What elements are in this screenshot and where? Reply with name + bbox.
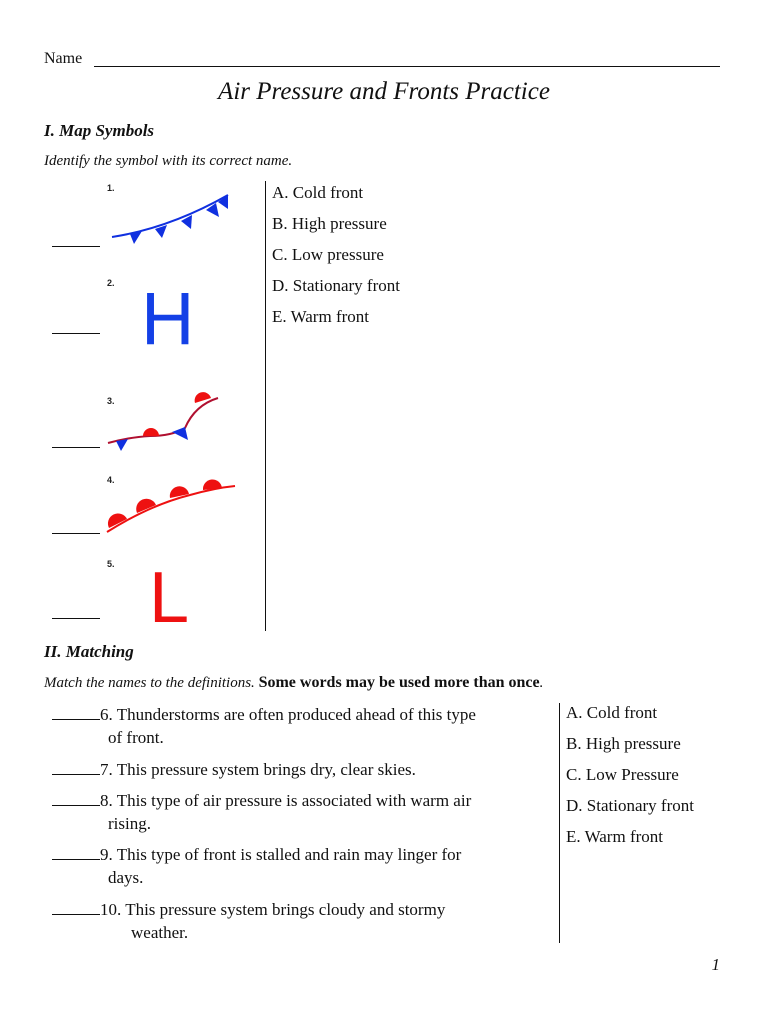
symbol-number-3: 3. bbox=[107, 396, 115, 406]
question-7-text: 7. This pressure system brings dry, clear skies. bbox=[100, 760, 416, 779]
question-9-continuation: days. bbox=[108, 868, 144, 887]
section-2-instruction bbox=[44, 674, 543, 692]
question-10-text: 10. This pressure system brings cloudy and stormy bbox=[100, 900, 446, 919]
question-9-text: 9. This type of front is stalled and rain may linger for bbox=[100, 845, 462, 864]
question-10-continuation: weather. bbox=[131, 923, 189, 942]
question-7 bbox=[52, 758, 552, 781]
match-option-d-stationary-front: D. Stationary front bbox=[566, 796, 694, 815]
question-8 bbox=[52, 789, 552, 835]
high-pressure-letter: H bbox=[141, 277, 195, 360]
question-8-blank[interactable] bbox=[52, 791, 100, 806]
match-option-a-cold-front: A. Cold front bbox=[566, 703, 658, 722]
question-6 bbox=[52, 703, 552, 749]
page-title: Air Pressure and Fronts Practice bbox=[218, 78, 550, 105]
section-2-instruction-text: Match the names to the definitions. bbox=[44, 675, 255, 691]
question-8-text: 8. This type of air pressure is associated with warm air bbox=[100, 791, 472, 810]
low-pressure-letter: L bbox=[149, 558, 190, 638]
symbol-number-5: 5. bbox=[107, 559, 115, 569]
match-option-e-warm-front: E. Warm front bbox=[566, 827, 663, 846]
question-10-blank[interactable] bbox=[52, 900, 100, 915]
question-9-blank[interactable] bbox=[52, 845, 100, 860]
match-option-b-high-pressure: B. High pressure bbox=[566, 734, 681, 753]
page-number: 1 bbox=[711, 955, 720, 974]
question-6-text: 6. Thunderstorms are often produced ahead of this type bbox=[100, 705, 476, 724]
section-2-heading: II. Matching bbox=[44, 642, 134, 661]
question-7-blank[interactable] bbox=[52, 760, 100, 775]
option-a-cold-front: A. Cold front bbox=[272, 183, 364, 202]
question-10 bbox=[52, 898, 552, 944]
question-9 bbox=[52, 843, 552, 889]
question-6-blank[interactable] bbox=[52, 705, 100, 720]
option-e-warm-front: E. Warm front bbox=[272, 307, 369, 326]
section-2-instruction-end: . bbox=[539, 675, 544, 691]
option-c-low-pressure: C. Low pressure bbox=[272, 245, 384, 264]
symbol-number-4: 4. bbox=[107, 475, 115, 485]
section-2-divider bbox=[559, 703, 560, 943]
name-label: Name bbox=[44, 50, 83, 67]
section-1-heading: I. Map Symbols bbox=[44, 121, 155, 140]
symbol-number-2: 2. bbox=[107, 278, 115, 288]
question-8-continuation: rising. bbox=[108, 814, 151, 833]
section-1-divider bbox=[265, 181, 266, 631]
option-d-stationary-front: D. Stationary front bbox=[272, 276, 400, 295]
symbol-number-1: 1. bbox=[107, 183, 115, 193]
question-6-continuation: of front. bbox=[108, 728, 164, 747]
section-1-instruction: Identify the symbol with its correct name. bbox=[44, 153, 293, 169]
match-option-c-low-pressure: C. Low Pressure bbox=[566, 765, 679, 784]
section-2-instruction-bold: Some words may be used more than once bbox=[258, 674, 540, 691]
option-b-high-pressure: B. High pressure bbox=[272, 214, 387, 233]
